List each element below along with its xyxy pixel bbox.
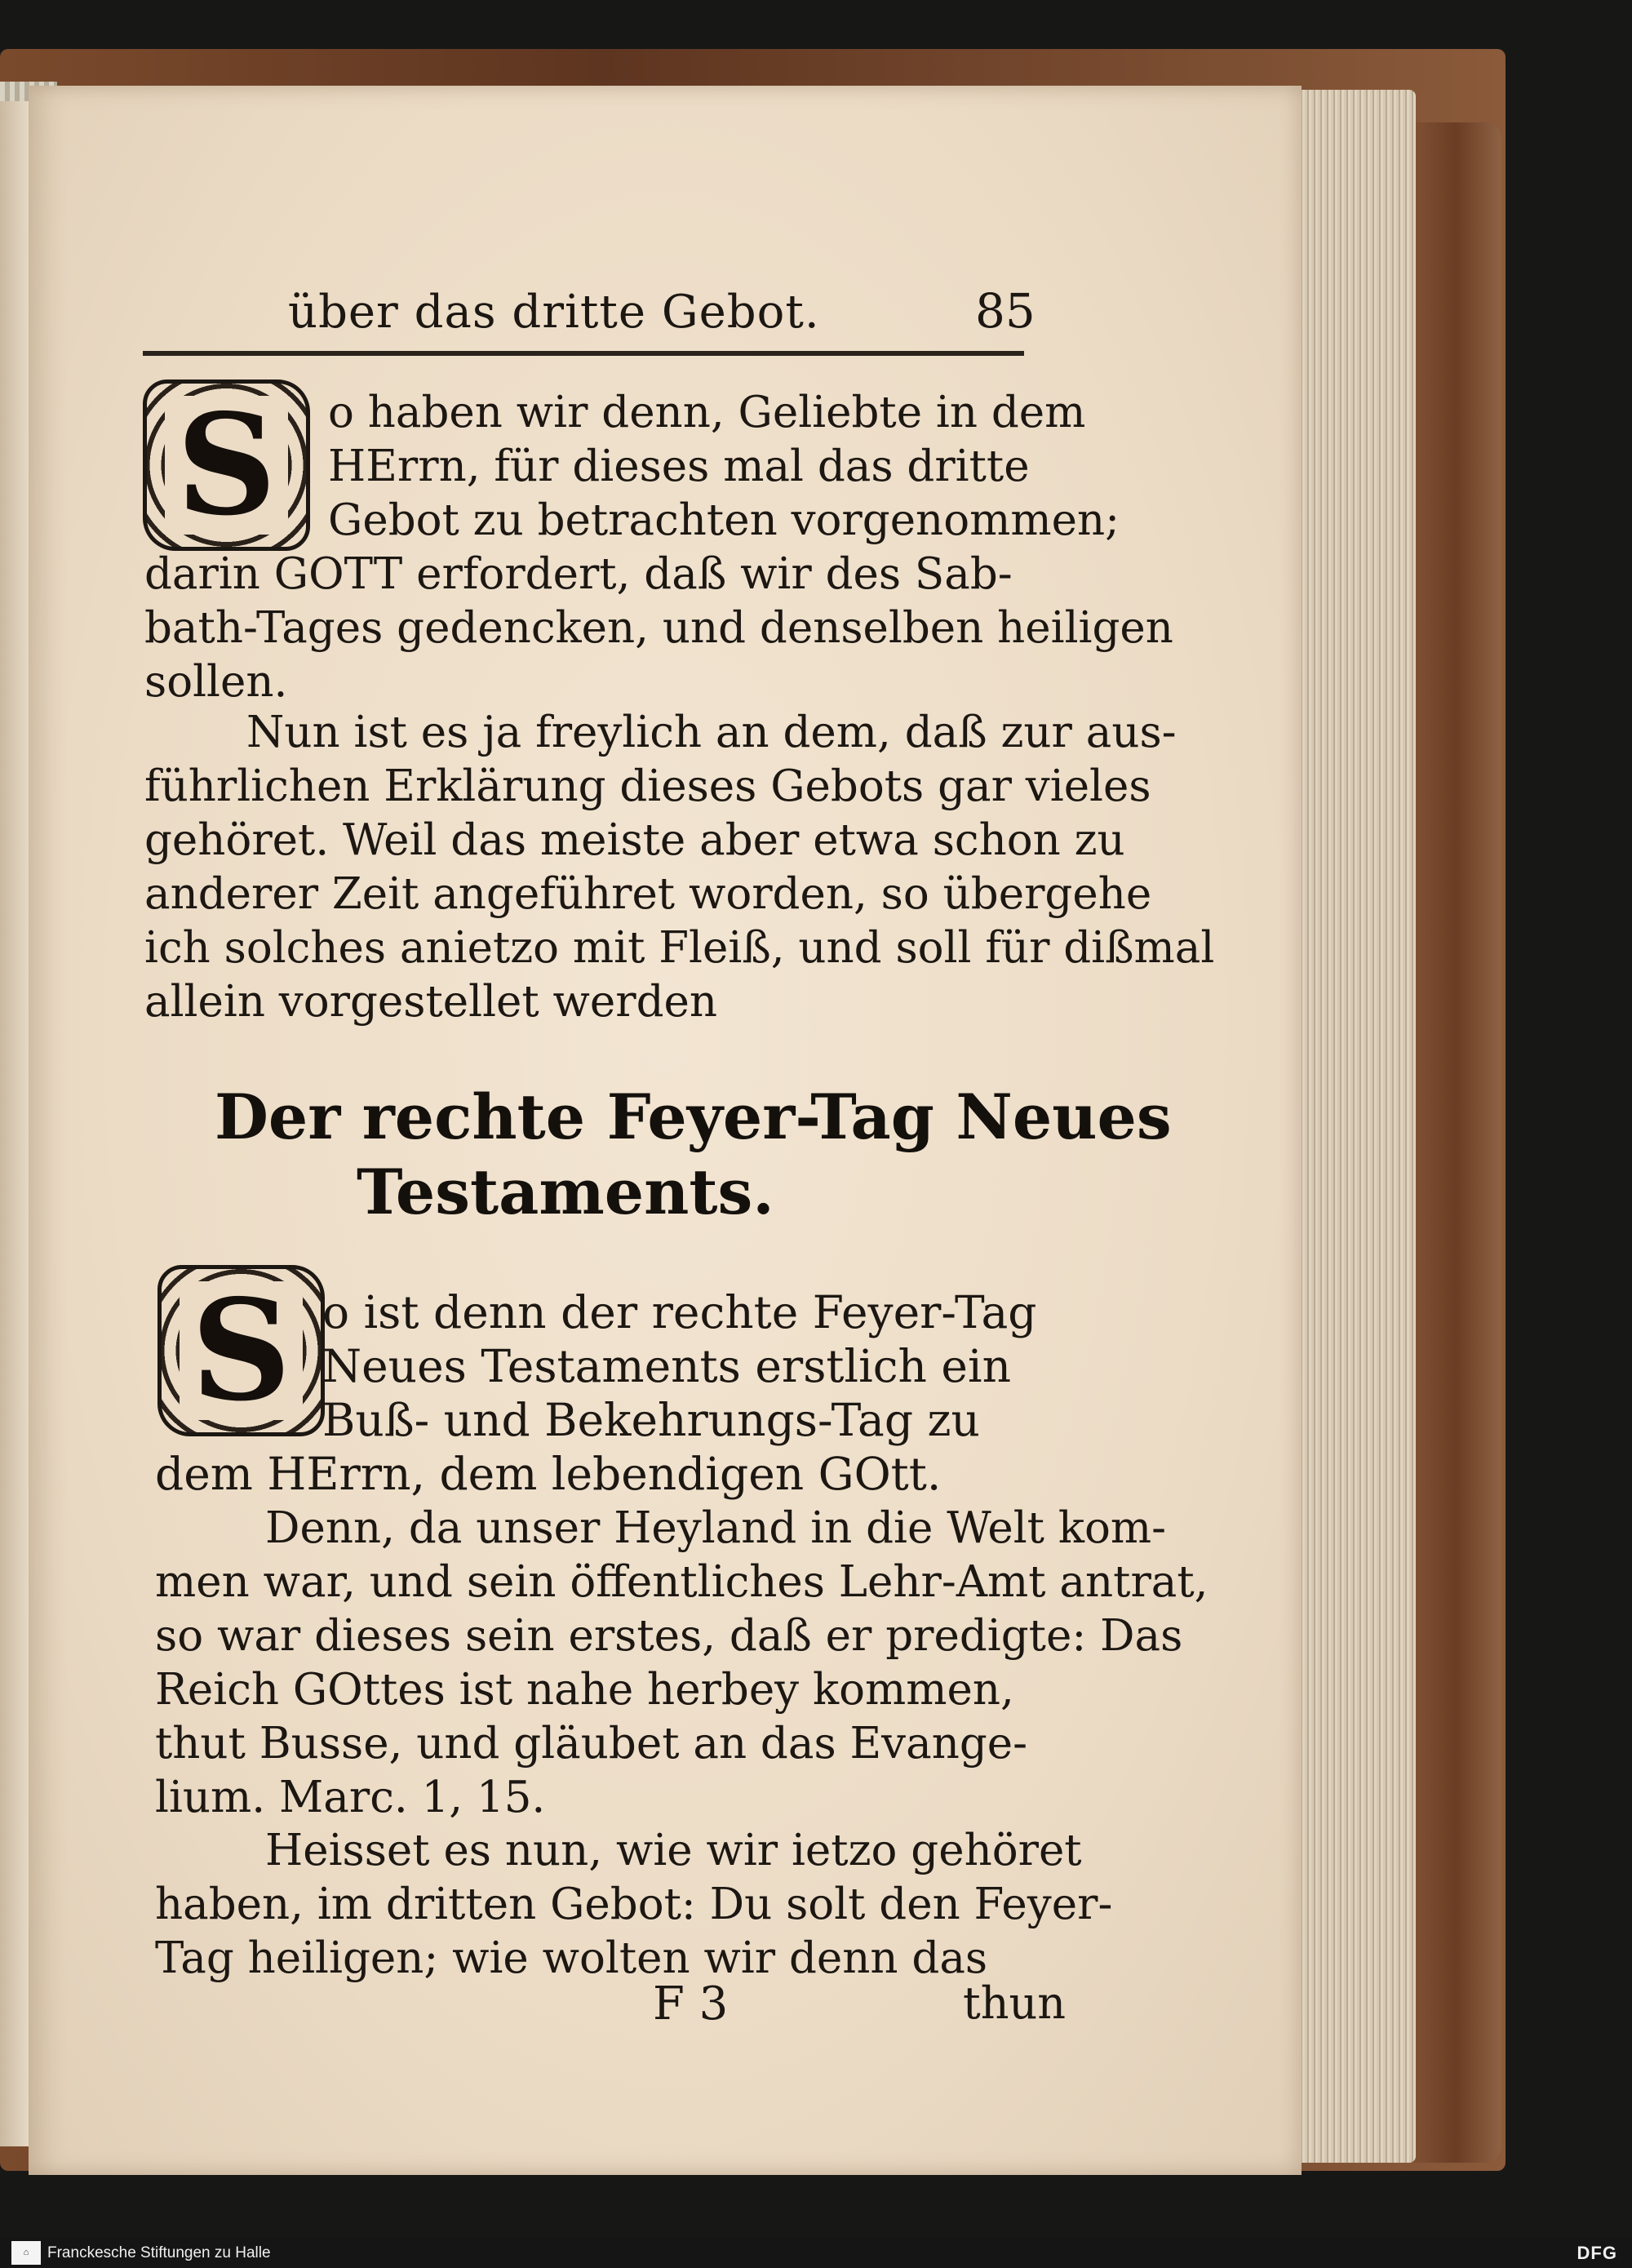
paragraph-continuation xyxy=(155,1824,1112,1986)
text-line: sollen. xyxy=(144,657,288,707)
heading-line: Testaments. xyxy=(357,1156,774,1228)
text-line: thut Busse, und gläubet an das Evange- xyxy=(155,1719,1028,1769)
text-line: anderer Zeit angeführet worden, so übergehe xyxy=(144,869,1152,919)
initial-letter: S xyxy=(180,1281,303,1420)
text-line: o ist denn der rechte Feyer-Tag xyxy=(322,1286,1037,1338)
text-line: Reich GOttes ist nahe herbey kommen, xyxy=(155,1665,1014,1715)
text-line: Nun ist es ja freylich an dem, daß zur aus- xyxy=(246,708,1177,757)
text-line: o haben wir denn, Geliebte in dem xyxy=(328,388,1086,437)
initial-letter: S xyxy=(165,396,288,535)
book-page xyxy=(29,86,1302,2175)
section-heading xyxy=(215,1080,1172,1155)
dfg-logo: DFG xyxy=(1577,2243,1617,2263)
text-line: Gebot zu betrachten vorgenommen; xyxy=(328,495,1120,545)
text-line: Denn, da unser Heyland in die Welt kom- xyxy=(265,1503,1167,1553)
viewer-footer xyxy=(0,2238,1632,2268)
text-line: Tag heiligen; wie wolten wir denn das xyxy=(155,1933,988,1983)
text-line: darin GOTT erfordert, daß wir des Sab- xyxy=(144,549,1013,599)
text-line: gehöret. Weil das meiste aber etwa schon zu xyxy=(144,815,1125,865)
text-line: lium. Marc. 1, 15. xyxy=(155,1773,546,1822)
institution-logo-icon: ⌂ xyxy=(11,2241,41,2265)
paragraph-section-start xyxy=(155,1285,1036,1501)
paragraph-intro xyxy=(144,386,1173,709)
running-head: über das dritte Gebot. xyxy=(288,286,820,339)
text-line: Buß- und Bekehrungs-Tag zu xyxy=(322,1394,980,1446)
header-rule xyxy=(143,351,1024,356)
paragraph-scripture xyxy=(155,1502,1208,1825)
text-line: allein vorgestellet werden xyxy=(144,977,718,1027)
institution-name: Franckesche Stiftungen zu Halle xyxy=(47,2244,271,2261)
text-line: bath-Tages gedencken, und denselben heiligen xyxy=(144,603,1173,653)
text-line: ich solches anietzo mit Fleiß, und soll für dißmal xyxy=(144,923,1215,973)
signature-mark: F 3 xyxy=(653,1977,729,2031)
text-line: Neues Testaments erstlich ein xyxy=(322,1340,1011,1392)
text-line: Heisset es nun, wie wir ietzo gehöret xyxy=(265,1826,1082,1875)
section-heading-continued xyxy=(357,1155,774,1230)
text-line: men war, und sein öffentliches Lehr-Amt antrat, xyxy=(155,1557,1208,1607)
left-page-edge xyxy=(0,90,31,2146)
text-line: dem HErrn, dem lebendigen GOtt. xyxy=(155,1448,942,1500)
page-number: 85 xyxy=(975,283,1036,339)
heading-line: Der rechte Feyer-Tag Neues xyxy=(215,1081,1172,1153)
paragraph-explanation xyxy=(144,706,1214,1029)
text-line: führlichen Erklärung dieses Gebots gar vieles xyxy=(144,761,1151,811)
text-line: so war dieses sein erstes, daß er predigte: Das xyxy=(155,1611,1183,1661)
catchword: thun xyxy=(963,1977,1067,2029)
text-line: haben, im dritten Gebot: Du solt den Feyer- xyxy=(155,1880,1113,1929)
text-line: HErrn, für dieses mal das dritte xyxy=(328,442,1030,491)
